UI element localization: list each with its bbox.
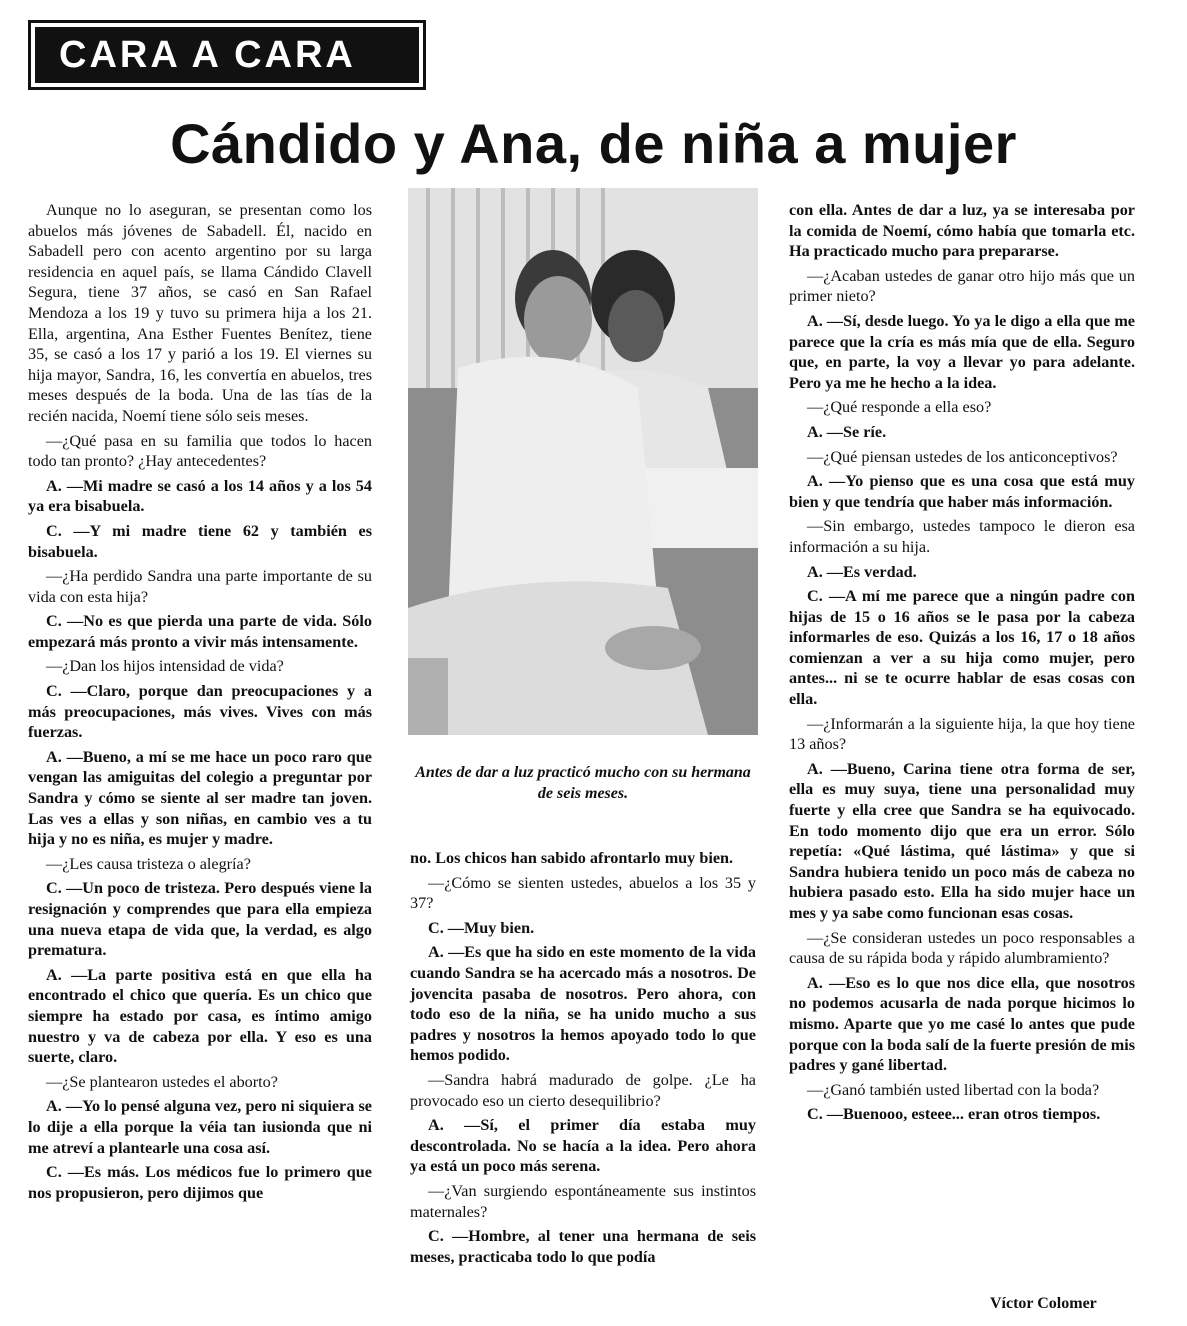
article-paragraph: A. —Mi madre se casó a los 14 años y a los 54 ya era bisabuela. xyxy=(28,476,372,516)
article-paragraph: —¿Informarán a la siguiente hija, la que hoy tiene 13 años? xyxy=(789,714,1135,754)
photo-caption: Antes de dar a luz practicó mucho con su hermana de seis meses. xyxy=(415,764,751,802)
article-paragraph: C. —Un poco de tristeza. Pero después viene la resignación y comprendes que para ella empieza una nueva etapa de vida que, la verdad, es algo prematura. xyxy=(28,879,372,960)
article-paragraph: —¿Les causa tristeza o alegría? xyxy=(46,854,251,873)
article-paragraph: A. —Sí, desde luego. Yo ya le digo a ella que me parece que la cría es más mía que de ella. Seguro que, en parte, la voy a llevar yo para adelante. Pero ya me he hecho a la idea. xyxy=(789,311,1135,392)
article-paragraph: C. —Hombre, al tener una hermana de seis meses, practicaba todo lo que podía xyxy=(410,1227,756,1266)
article-paragraph: A. —Yo pienso que es una cosa que está muy bien y que tendría que haber más información. xyxy=(789,472,1135,511)
article-paragraph: —Sandra habrá madurado de golpe. ¿Le ha provocado eso un cierto desequilibrio? xyxy=(410,1070,756,1110)
article-paragraph: —¿Ganó también usted libertad con la boda? xyxy=(807,1080,1100,1099)
article-paragraph: A. —La parte positiva está en que ella ha encontrado el chico que quería. Es un chico que siempre ha estado por casa, es íntimo amigo nuestro y va de cabeza por ella. Y eso es una suerte, claro. xyxy=(28,965,372,1067)
article-paragraph: A. —Bueno, a mí se me hace un poco raro que vengan las amiguitas del colegio a preguntar por Sandra y cómo se siente al ser madre tan joven. Las ves a ellas y son niñas, en cambio ves a tu hija y no es niña, es mujer y madre. xyxy=(28,747,372,849)
article-paragraph: A. —Es verdad. xyxy=(807,562,917,581)
headline: Cándido y Ana, de niña a mujer xyxy=(170,112,1017,175)
article-paragraph: C. —No es que pierda una parte de vida. Sólo empezará más pronto a vivir más intensamente. xyxy=(28,612,372,651)
article-paragraph: —Sin embargo, ustedes tampoco le dieron esa información a su hija. xyxy=(789,517,1135,556)
article-paragraph: C. —Claro, porque dan preocupaciones y a más preocupaciones, más vives. Vives con más fuerzas. xyxy=(28,682,372,742)
section-label-background xyxy=(35,27,419,83)
article-paragraph: —¿Ha perdido Sandra una parte importante de su vida con esta hija? xyxy=(28,567,372,606)
article-paragraph: con ella. Antes de dar a luz, ya se interesaba por la comida de Noemí, cómo había que tomarla etc. Ha practicado mucho para prepararse. xyxy=(789,201,1135,261)
article-paragraph: —¿Qué responde a ella eso? xyxy=(807,398,992,417)
article-paragraph: A. —Es que ha sido en este momento de la vida cuando Sandra se ha acercado más a nosotros. De jovencita pasaba de nosotros. Pero ahora, con todo eso de la niña, se ha unido mucho a sus padres y nosotros la hemos apoyado todo lo que hemos podido. xyxy=(410,943,756,1065)
article-paragraph: A. —Eso es lo que nos dice ella, que nosotros no podemos acusarla de nada porque hicimos lo mismo. Aparte que yo me casé lo antes que pude porque con la boda salí de la fuerte presión de mis padres y gané libertad. xyxy=(789,973,1135,1075)
article-paragraph: A. —Sí, el primer día estaba muy descontrolada. No se hacía a la idea. Pero ahora ya está un poco más serena. xyxy=(410,1116,756,1176)
article-paragraph: —¿Acaban ustedes de ganar otro hijo más que un primer nieto? xyxy=(789,266,1135,306)
article-paragraph: C. —Muy bien. xyxy=(428,918,535,937)
article-paragraph: A. —Yo lo pensé alguna vez, pero ni siquiera se lo dije a ella porque la véia tan iusionda que ni me atreví a plantearle una cosa así. xyxy=(28,1097,372,1157)
article-paragraph: A. —Se ríe. xyxy=(807,422,887,441)
section-label: CARA A CARA xyxy=(59,33,356,76)
article-paragraph: —¿Van surgiendo espontáneamente sus instintos maternales? xyxy=(410,1181,756,1221)
article-paragraph: —¿Qué pasa en su familia que todos lo hacen todo tan pronto? ¿Hay antecedentes? xyxy=(28,431,372,471)
article-paragraph: C. —Buenooo, esteee... eran otros tiempos. xyxy=(807,1105,1101,1124)
article-paragraph: —¿Qué piensan ustedes de los anticonceptivos? xyxy=(807,447,1118,466)
article-paragraph: —¿Dan los hijos intensidad de vida? xyxy=(46,657,284,676)
article-paragraph: C. —A mí me parece que a ningún padre con hijas de 15 o 16 años se le pasa por la cabeza informarles de eso. Quizás a los 16, 17 o 18 años comienzan a ver a su hija como mujer, pero antes... ni se te ocurre hablar de esas cosas con ella. xyxy=(789,587,1135,709)
article-paragraph: —¿Se plantearon ustedes el aborto? xyxy=(46,1072,278,1091)
photo-couple xyxy=(408,188,758,735)
photo-illustration xyxy=(408,188,758,735)
article-column-1 xyxy=(28,200,372,1207)
article-paragraph: C. —Y mi madre tiene 62 y también es bisabuela. xyxy=(28,521,372,561)
byline: Víctor Colomer xyxy=(990,1295,1097,1312)
article-paragraph: C. —Es más. Los médicos fue lo primero que nos propusieron, pero dijimos que xyxy=(28,1163,372,1202)
section-label-box xyxy=(28,20,426,90)
article-column-2 xyxy=(410,848,756,1271)
article-paragraph: A. —Bueno, Carina tiene otra forma de ser, ella es muy suya, tiene una personalidad muy fuerte y ella cree que Sandra se ha equivocado. En todo momento dijo que era un error. Sólo repetía: «Qué lástima, qué lástima» y que si Sandra hubiera tenido un poco más de cabeza no hubiera pasado esto. Ella ha sido mujer hace un mes y ya sabe como funcionan esas cosas. xyxy=(789,759,1135,922)
article-paragraph: —¿Cómo se sienten ustedes, abuelos a los 35 y 37? xyxy=(410,873,756,913)
article-paragraph: Aunque no lo aseguran, se presentan como los abuelos más jóvenes de Sabadell. Él, nacido en Sabadell pero con acento argentino por su larga residencia en aquel país, se llama Cándido Clavell Segura, tiene 37 años, se casó en San Rafael Mendoza a los 19 y tuvo su primera hija a los 21. Ella, argentina, Ana Esther Fuentes Benítez, tiene 35, se casó a los 17 y parió a los 19. El viernes su hija mayor, Sandra, 16, les convertía en abuelos, tres meses después de la boda. Una de las tías de la recién nacida, Noemí tiene sólo seis meses. xyxy=(28,201,372,425)
article-column-3 xyxy=(789,200,1135,1129)
article-paragraph: no. Los chicos han sabido afrontarlo muy bien. xyxy=(410,849,734,867)
article-paragraph: —¿Se consideran ustedes un poco responsables a causa de su rápida boda y rápido alumbramiento? xyxy=(789,928,1135,968)
